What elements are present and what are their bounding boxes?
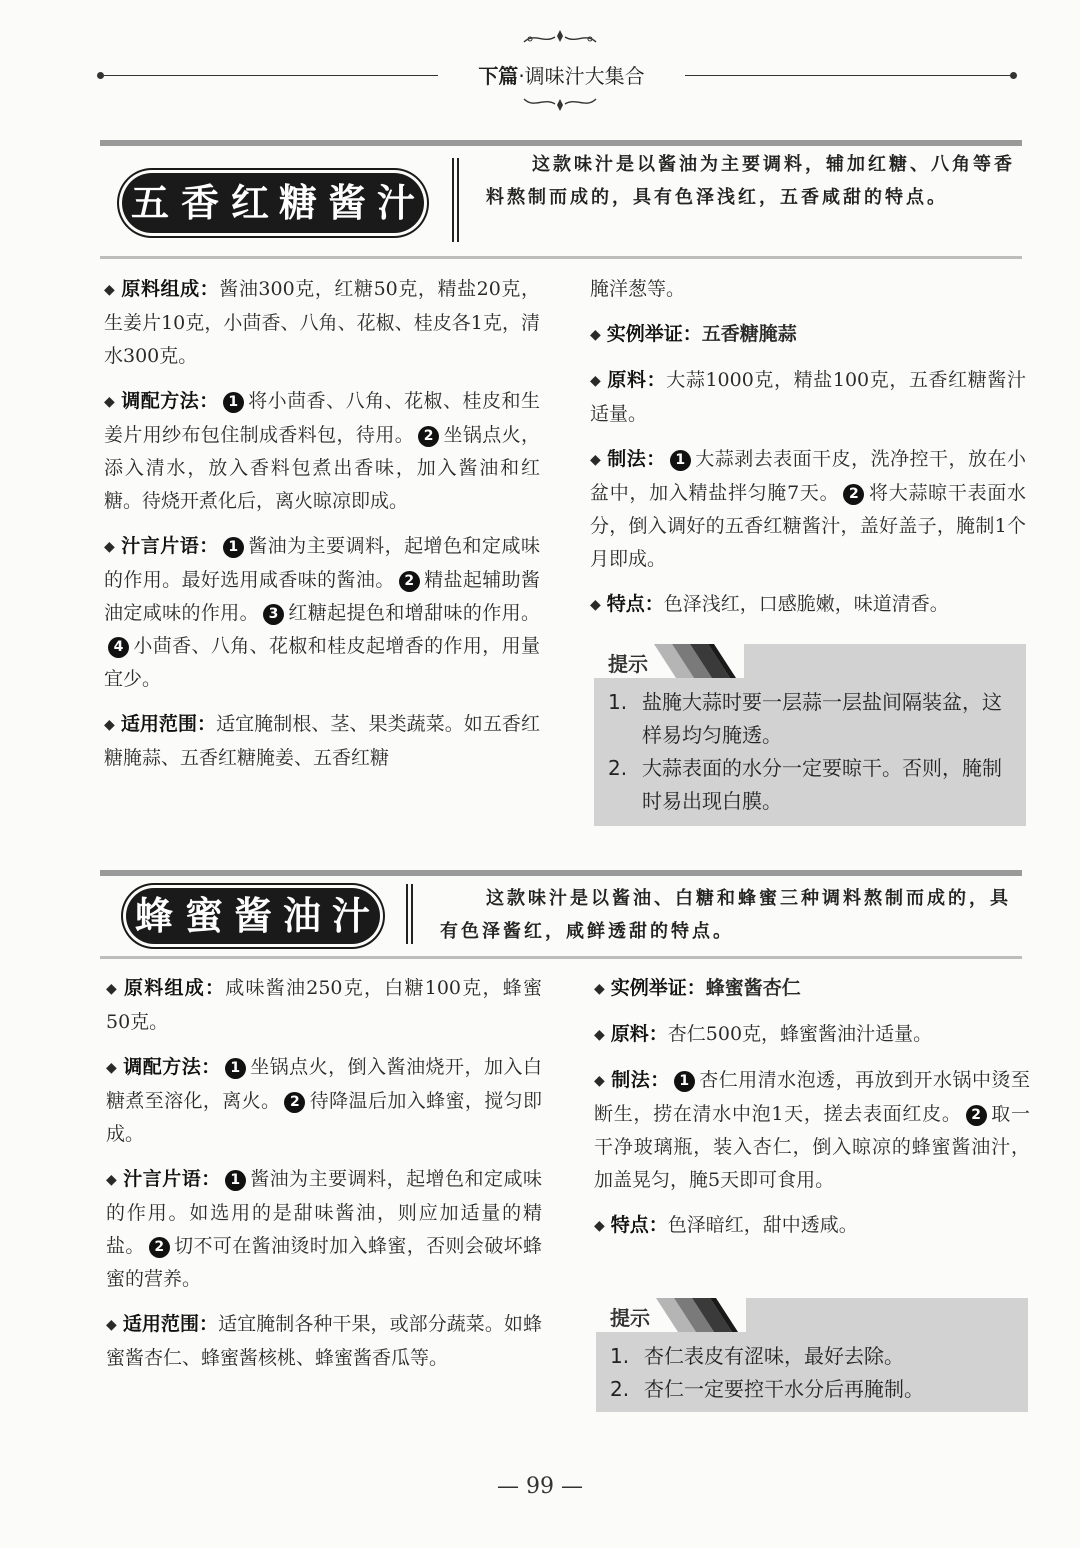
diamond-bullet-icon: ◆ (106, 1172, 118, 1188)
diamond-bullet-icon: ◆ (590, 452, 602, 468)
example-heading: ◆ 实例举证：蜂蜜酱杏仁 (594, 977, 801, 999)
section-rule-bottom (100, 256, 1022, 259)
header-ornament-top (522, 28, 598, 48)
diamond-bullet-icon: ◆ (104, 394, 116, 410)
tip-item: 1. 杏仁表皮有涩味，最好去除。 (610, 1344, 904, 1368)
step-number-icon: 1 (223, 392, 244, 413)
tip-item: 2. 杏仁一定要控干水分后再腌制。 (610, 1377, 924, 1401)
header-line-dot-right (1010, 72, 1017, 79)
ingredients-paragraph: ◆ 原料组成：咸味酱油250克，白糖100克，蜂蜜50克。 (106, 977, 542, 1033)
section1-right-column (590, 273, 1026, 634)
diamond-bullet-icon: ◆ (590, 327, 601, 343)
diamond-bullet-icon: ◆ (594, 1073, 606, 1089)
tip-item: 1. 盐腌大蒜时要一层蒜一层盐间隔装盆，这样易均匀腌透。 (608, 690, 1002, 747)
running-header: 下篇·调味汁大集合 (478, 64, 645, 88)
title-divider (406, 884, 408, 944)
page-number: — 99 — (497, 1474, 583, 1499)
section-rule-top (100, 870, 1022, 876)
tip-label: 提示 (610, 1306, 650, 1330)
usage-paragraph: ◆ 适用范围：适宜腌制根、茎、果类蔬菜。如五香红糖腌蒜、五香红糖腌姜、五香红糖 (104, 713, 540, 769)
diamond-bullet-icon: ◆ (104, 282, 116, 298)
step-number-icon: 1 (223, 537, 244, 558)
header-line-right (685, 75, 1013, 76)
diamond-bullet-icon: ◆ (594, 1027, 605, 1043)
example-ingredients: ◆ 原料：杏仁500克，蜂蜜酱油汁适量。 (594, 1023, 933, 1045)
diamond-bullet-icon: ◆ (106, 1060, 118, 1076)
section-intro: 这款味汁是以酱油、白糖和蜂蜜三种调料熬制而成的，具有色泽酱红，咸鲜透甜的特点。 (440, 888, 1011, 942)
step-number-icon: 1 (670, 450, 691, 471)
diamond-bullet-icon: ◆ (590, 597, 601, 613)
tip-stripes-icon (656, 1298, 746, 1332)
method-paragraph: ◆ 调配方法： 1 坐锅点火，倒入酱油烧开，加入白糖煮至溶化，离火。 2 待降温后加入蜂蜜，搅匀即成。 (106, 1056, 542, 1145)
example-features: ◆ 特点：色泽暗红，甜中透咸。 (594, 1214, 858, 1236)
example-ingredients: ◆ 原料：大蒜1000克，精盐100克，五香红糖酱汁适量。 (590, 369, 1026, 425)
header-ornament-bottom (522, 93, 598, 113)
title-divider (411, 884, 413, 944)
step-number-icon: 2 (966, 1105, 987, 1126)
title-divider (457, 158, 459, 242)
title-char: 红 (224, 177, 276, 229)
section-title-badge (122, 173, 424, 233)
section-title-badge (126, 888, 380, 944)
example-method: ◆ 制法： 1 大蒜剥去表面干皮，洗净控干，放在小盆中，加入精盐拌匀腌7天。 2 将大蒜晾干表面水分，倒入调好的五香红糖酱汁，盖好盖子，腌制1个月即成。 (590, 448, 1026, 570)
usage-continuation: 腌洋葱等。 (590, 278, 686, 300)
diamond-bullet-icon: ◆ (106, 1317, 117, 1333)
title-char: 油 (276, 890, 328, 942)
step-number-icon: 1 (225, 1058, 246, 1079)
title-divider (452, 158, 454, 242)
example-heading: ◆ 实例举证：五香糖腌蒜 (590, 323, 797, 345)
step-number-icon: 2 (399, 571, 420, 592)
step-number-icon: 4 (108, 637, 129, 658)
section-rule-top (100, 140, 1022, 146)
notes-paragraph: ◆ 汁言片语： 1 酱油为主要调料，起增色和定咸味的作用。如选用的是甜味酱油，则应加适量的精盐。 2 切不可在酱油烫时加入蜂蜜，否则会破坏蜂蜜的营养。 (106, 1168, 542, 1290)
title-char: 蜂 (128, 890, 180, 942)
title-char: 蜜 (178, 890, 230, 942)
header-line-left (100, 75, 438, 76)
ingredients-paragraph: ◆ 原料组成：酱油300克，红糖50克，精盐20克，生姜片10克，小茴香、八角、花椒、桂皮各1克，清水300克。 (104, 278, 540, 367)
section2-right-column (594, 972, 1030, 1255)
notes-paragraph: ◆ 汁言片语： 1 酱油为主要调料，起增色和定咸味的作用。最好选用咸香味的酱油。 2 精盐起辅助酱油定咸味的作用。 3 红糖起提色和增甜味的作用。4 小茴香、八角、花椒和桂皮起增香的作用，用量宜少。 (104, 535, 540, 690)
step-number-icon: 2 (418, 426, 439, 447)
tip-label: 提示 (608, 652, 648, 676)
tip-item: 2. 大蒜表面的水分一定要晾干。否则，腌制时易出现白膜。 (608, 756, 1002, 813)
title-char: 汁 (370, 177, 422, 229)
step-number-icon: 2 (149, 1237, 170, 1258)
title-char: 五 (124, 177, 176, 229)
diamond-bullet-icon: ◆ (590, 373, 602, 389)
tip-stripes-icon (654, 644, 744, 678)
diamond-bullet-icon: ◆ (106, 981, 119, 997)
tip-box (596, 1298, 1028, 1412)
usage-paragraph: ◆ 适用范围：适宜腌制各种干果，或部分蔬菜。如蜂蜜酱杏仁、蜂蜜酱核桃、蜂蜜酱香瓜等。 (106, 1313, 542, 1369)
diamond-bullet-icon: ◆ (594, 981, 605, 997)
section2-left-column (106, 972, 542, 1387)
step-number-icon: 2 (843, 484, 864, 505)
diamond-bullet-icon: ◆ (104, 717, 115, 733)
section1-left-column (104, 273, 540, 787)
step-number-icon: 2 (284, 1092, 305, 1113)
step-number-icon: 1 (225, 1170, 246, 1191)
diamond-bullet-icon: ◆ (594, 1218, 605, 1234)
step-number-icon: 1 (674, 1071, 695, 1092)
title-char: 糖 (272, 177, 324, 229)
tip-box (594, 644, 1026, 826)
title-char: 酱 (321, 177, 373, 229)
title-char: 香 (174, 177, 226, 229)
title-char: 酱 (227, 890, 279, 942)
step-number-icon: 3 (263, 604, 284, 625)
example-features: ◆ 特点：色泽浅红，口感脆嫩，味道清香。 (590, 593, 949, 615)
section-rule-bottom (100, 956, 1022, 959)
diamond-bullet-icon: ◆ (104, 539, 116, 555)
section-intro: 这款味汁是以酱油为主要调料，辅加红糖、八角等香料熬制而成的，具有色泽浅红，五香咸甜的特点。 (486, 154, 1015, 208)
example-method: ◆ 制法： 1 杏仁用清水泡透，再放到开水锅中烫至断生，捞在清水中泡1天，搓去表面红皮。 2 取一干净玻璃瓶，装入杏仁，倒入晾凉的蜂蜜酱油汁，加盖晃匀，腌5天即可食用。 (594, 1069, 1030, 1191)
title-char: 汁 (325, 890, 377, 942)
method-paragraph: ◆ 调配方法： 1 将小茴香、八角、花椒、桂皮和生姜片用纱布包住制成香料包，待用。 2 坐锅点火，添入清水，放入香料包煮出香味，加入酱油和红糖。待烧开煮化后，离火晾凉即成。 (104, 390, 540, 512)
